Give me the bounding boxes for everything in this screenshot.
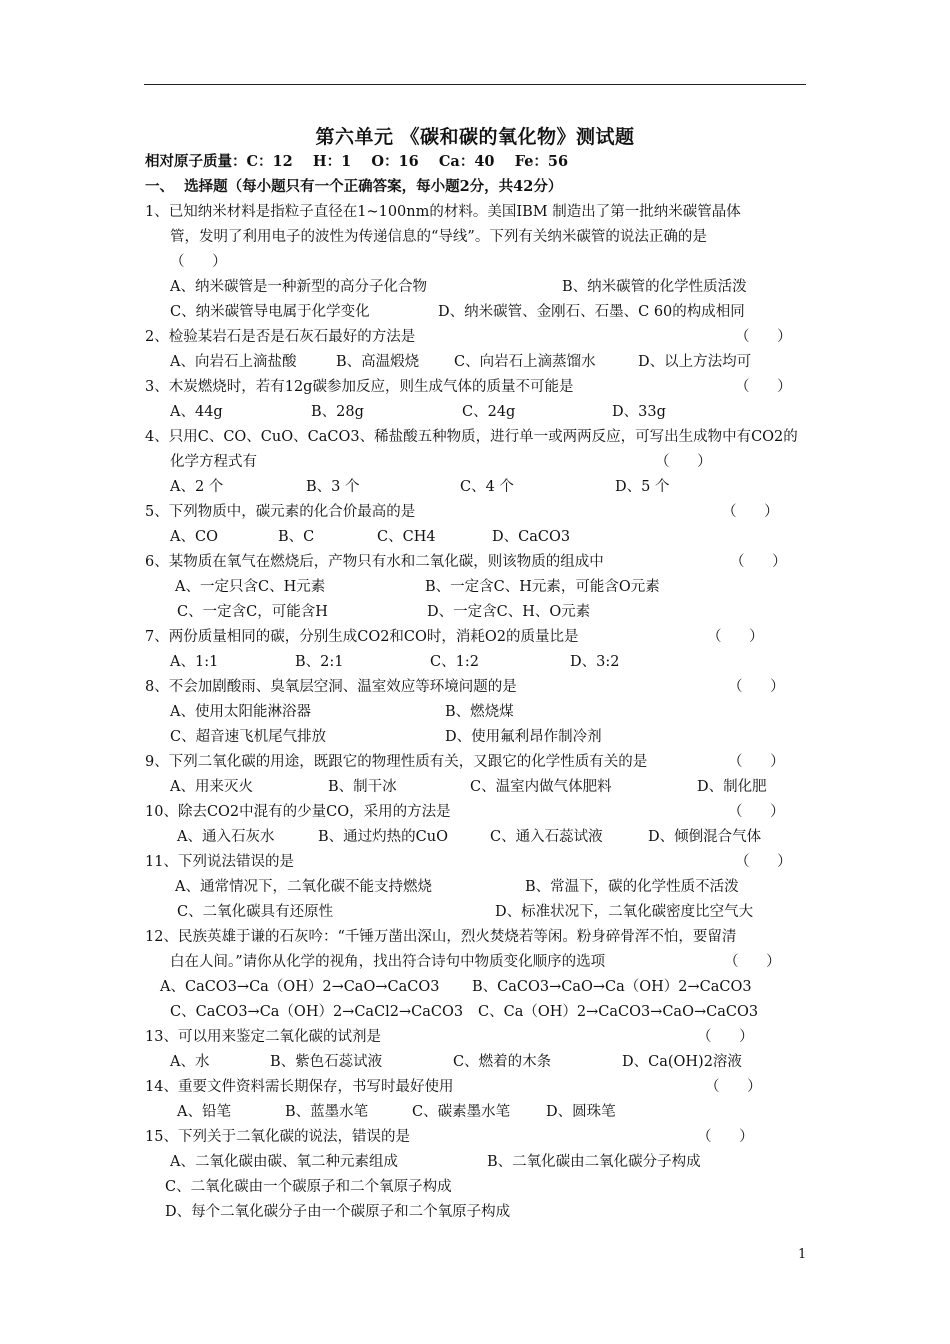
q5-option-c: C、CH4	[377, 529, 436, 545]
q5-option-a: A、CO	[170, 529, 218, 545]
q10-option-d: D、倾倒混合气体	[648, 829, 762, 845]
answer-blank-13: （ ）	[697, 1029, 754, 1045]
q9-option-c: C、温室内做气体肥料	[470, 779, 612, 795]
q3-option-a: A、44g	[170, 404, 223, 420]
q12-option-b: B、CaCO3→CaO→Ca（OH）2→CaCO3	[472, 979, 752, 995]
question-5: 5、下列物质中，碳元素的化合价最高的是	[145, 504, 416, 520]
question-14: 14、重要文件资料需长期保存，书写时最好使用	[145, 1079, 454, 1095]
q11-option-b: B、常温下，碳的化学性质不活泼	[525, 879, 739, 895]
q11-option-a: A、通常情况下，二氧化碳不能支持燃烧	[175, 879, 432, 895]
q6-option-a: A、一定只含C、H元素	[175, 579, 326, 595]
q14-option-b: B、蓝墨水笔	[285, 1104, 369, 1120]
answer-blank-8: （ ）	[728, 679, 785, 695]
q13-option-b: B、紫色石蕊试液	[270, 1054, 383, 1070]
q3-option-c: C、24g	[462, 404, 516, 420]
q6-option-c: C、一定含C，可能含H	[177, 604, 328, 620]
answer-blank-12: （ ）	[724, 954, 781, 970]
q7-option-d: D、3:2	[570, 654, 620, 670]
question-3: 3、木炭燃烧时，若有12g碳参加反应，则生成气体的质量不可能是	[145, 379, 574, 395]
q5-option-d: D、CaCO3	[492, 529, 571, 545]
q2-option-b: B、高温煅烧	[336, 354, 420, 370]
question-6: 6、某物质在氧气在燃烧后，产物只有水和二氧化碳，则该物质的组成中	[145, 554, 604, 570]
q2-option-d: D、以上方法均可	[638, 354, 752, 370]
q1-option-c: C、纳米碳管导电属于化学变化	[170, 304, 370, 320]
q6-option-d: D、一定含C、H、O元素	[427, 604, 591, 620]
q4-option-b: B、3 个	[306, 479, 360, 495]
question-4-line-1: 4、只用C、CO、CuO、CaCO3、稀盐酸五种物质，进行单一或两两反应，可写出生成物中有CO2的	[145, 429, 798, 445]
q4-option-d: D、5 个	[615, 479, 670, 495]
q7-option-a: A、1:1	[170, 654, 219, 670]
question-4-line-2: 化学方程式有	[170, 454, 257, 470]
q6-option-b: B、一定含C、H元素，可能含O元素	[425, 579, 660, 595]
question-2: 2、检验某岩石是否是石灰石最好的方法是	[145, 329, 416, 345]
question-8: 8、不会加剧酸雨、臭氧层空洞、温室效应等环境问题的是	[145, 679, 517, 695]
page-number: 1	[798, 1247, 807, 1262]
q15-option-d: D、每个二氧化碳分子由一个碳原子和二个氧原子构成	[165, 1204, 511, 1220]
answer-blank-5: （ ）	[722, 504, 779, 520]
q10-option-b: B、通过灼热的CuO	[318, 829, 448, 845]
q12-option-a: A、CaCO3→Ca（OH）2→CaO→CaCO3	[160, 979, 440, 995]
q5-option-b: B、C	[278, 529, 315, 545]
q11-option-c: C、二氧化碳具有还原性	[177, 904, 334, 920]
q9-option-b: B、制干冰	[328, 779, 397, 795]
question-1-line-2: 管，发明了利用电子的波性为传递信息的“导线”。下列有关纳米碳管的说法正确的是	[170, 229, 707, 245]
q7-option-c: C、1:2	[430, 654, 479, 670]
answer-blank-7: （ ）	[707, 629, 764, 645]
header-rule	[144, 84, 806, 85]
q9-option-a: A、用来灭火	[170, 779, 253, 795]
answer-blank-15: （ ）	[697, 1129, 754, 1145]
q8-option-b: B、燃烧煤	[445, 704, 514, 720]
question-7: 7、两份质量相同的碳，分别生成CO2和CO时，消耗O2的质量比是	[145, 629, 579, 645]
q2-option-a: A、向岩石上滴盐酸	[170, 354, 297, 370]
answer-blank-1: （ ）	[170, 254, 227, 270]
question-9: 9、下列二氧化碳的用途，既跟它的物理性质有关，又跟它的化学性质有关的是	[145, 754, 648, 770]
q7-option-b: B、2:1	[295, 654, 344, 670]
answer-blank-4: （ ）	[655, 454, 712, 470]
q1-option-b: B、纳米碳管的化学性质活泼	[562, 279, 747, 295]
section-heading: 一、 选择题（每小题只有一个正确答案，每小题2分，共42分）	[145, 178, 563, 195]
q9-option-d: D、制化肥	[697, 779, 767, 795]
question-13: 13、可以用来鉴定二氧化碳的试剂是	[145, 1029, 381, 1045]
q2-option-c: C、向岩石上滴蒸馏水	[454, 354, 596, 370]
q13-option-c: C、燃着的木条	[453, 1054, 552, 1070]
question-10: 10、除去CO2中混有的少量CO，采用的方法是	[145, 804, 451, 820]
q10-option-c: C、通入石蕊试液	[490, 829, 603, 845]
question-12-line-1: 12、民族英雄于谦的石灰吟：“千锤万凿出深山，烈火焚烧若等闲。粉身碎骨浑不怕，要留清	[145, 929, 737, 945]
answer-blank-6: （ ）	[730, 554, 787, 570]
q1-option-a: A、纳米碳管是一种新型的高分子化合物	[170, 279, 427, 295]
q4-option-a: A、2 个	[170, 479, 224, 495]
q15-option-c: C、二氧化碳由一个碳原子和二个氧原子构成	[165, 1179, 452, 1195]
answer-blank-3: （ ）	[735, 379, 792, 395]
question-1-line-1: 1、已知纳米材料是指粒子直径在1~100nm的材料。美国IBM 制造出了第一批纳米碳管晶体	[145, 204, 741, 220]
q14-option-c: C、碳素墨水笔	[412, 1104, 511, 1120]
q4-option-c: C、4 个	[460, 479, 514, 495]
question-15: 15、下列关于二氧化碳的说法，错误的是	[145, 1129, 410, 1145]
answer-blank-10: （ ）	[728, 804, 785, 820]
q11-option-d: D、标准状况下，二氧化碳密度比空气大	[495, 904, 754, 920]
question-11: 11、下列说法错误的是	[145, 854, 294, 870]
q3-option-b: B、28g	[311, 404, 364, 420]
answer-blank-11: （ ）	[735, 854, 792, 870]
q12-option-d: C、Ca（OH）2→CaCO3→CaO→CaCO3	[478, 1004, 759, 1020]
q13-option-d: D、Ca(OH)2溶液	[622, 1054, 742, 1070]
question-12-line-2: 白在人间。”请你从化学的视角，找出符合诗句中物质变化顺序的选项	[170, 954, 606, 970]
q14-option-d: D、圆珠笔	[546, 1104, 616, 1120]
q13-option-a: A、水	[170, 1054, 210, 1070]
q10-option-a: A、通入石灰水	[177, 829, 275, 845]
q3-option-d: D、33g	[612, 404, 666, 420]
q14-option-a: A、铅笔	[177, 1104, 231, 1120]
q12-option-c: C、CaCO3→Ca（OH）2→CaCl2→CaCO3	[170, 1004, 464, 1020]
atomic-mass-line: 相对原子质量：C：12 H：1 O：16 Ca：40 Fe：56	[145, 153, 569, 170]
q1-option-d: D、纳米碳管、金刚石、石墨、C 60的构成相同	[438, 304, 745, 320]
q8-option-d: D、使用氟利昂作制冷剂	[445, 729, 602, 745]
q15-option-a: A、二氧化碳由碳、氧二种元素组成	[170, 1154, 398, 1170]
answer-blank-9: （ ）	[728, 754, 785, 770]
page-title: 第六单元 《碳和碳的氧化物》测试题	[315, 126, 635, 148]
answer-blank-14: （ ）	[705, 1079, 762, 1095]
answer-blank-2: （ ）	[735, 329, 792, 345]
q15-option-b: B、二氧化碳由二氧化碳分子构成	[487, 1154, 701, 1170]
q8-option-a: A、使用太阳能淋浴器	[170, 704, 311, 720]
q8-option-c: C、超音速飞机尾气排放	[170, 729, 327, 745]
